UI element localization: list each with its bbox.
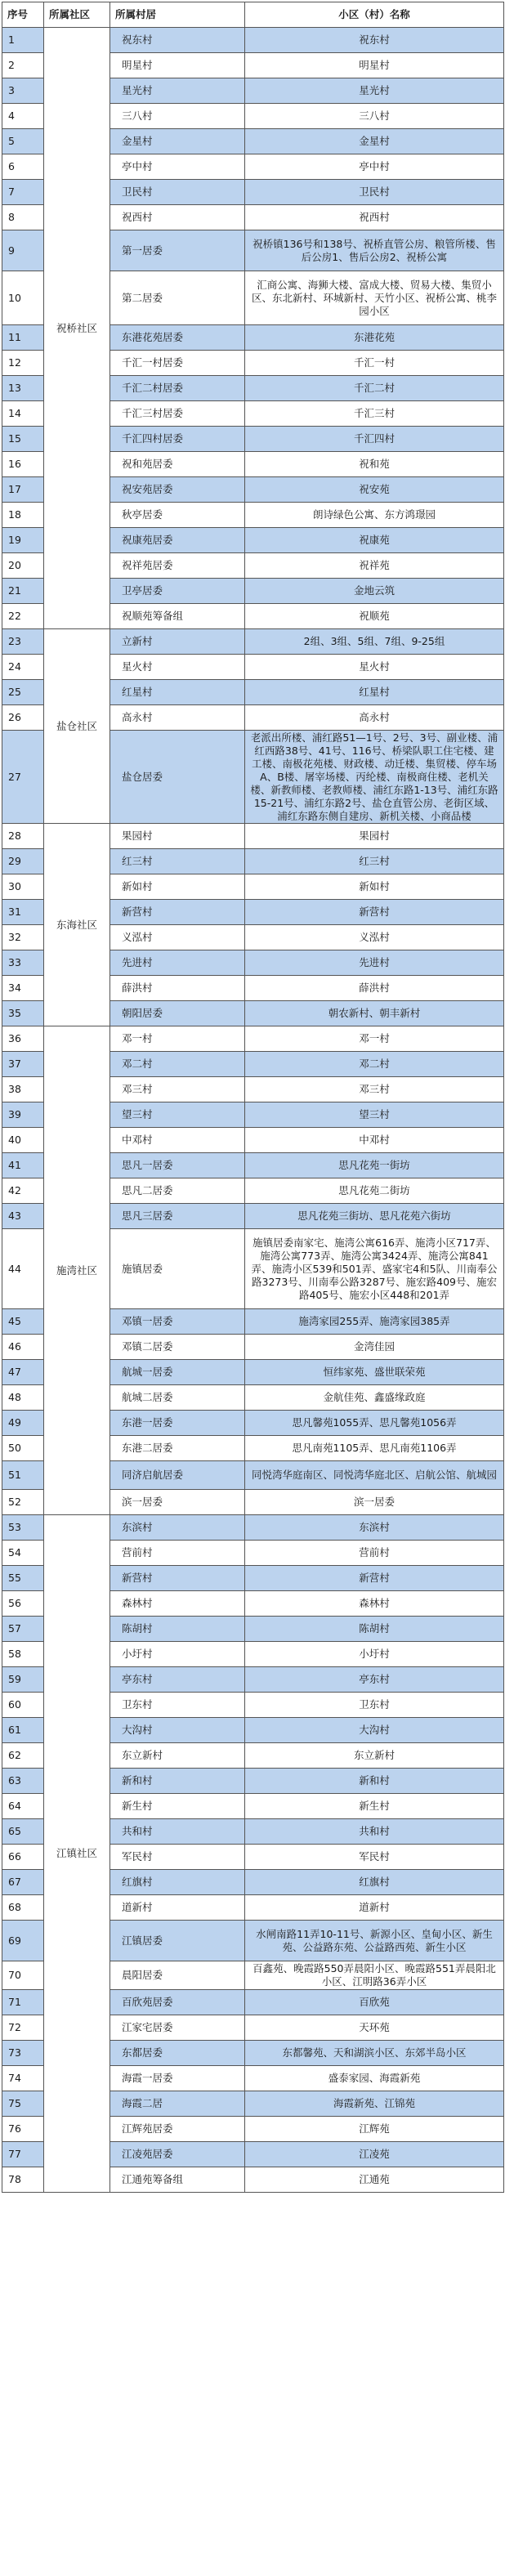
neighborhood-names: 祝东村 [245,28,504,53]
row-number: 62 [2,1743,44,1769]
row-number: 70 [2,1961,44,1990]
village-name: 祝祥苑居委 [110,553,245,579]
row-number: 60 [2,1693,44,1718]
village-name: 航城一居委 [110,1360,245,1385]
neighborhood-names: 卫东村 [245,1693,504,1718]
neighborhood-names: 中邓村 [245,1128,504,1153]
row-number: 45 [2,1309,44,1335]
village-name: 共和村 [110,1819,245,1845]
neighborhood-names: 老派出所楼、浦红路51—1号、2号、3号、副业楼、浦红西路38号、41号、116号、桥梁队职工住宅楼、建工楼、南极花苑楼、财政楼、动迁楼、集贸楼、停车场A、B楼、屠宰场楼、丙纶楼、南极商住楼、老机关楼、新教师楼、老教师楼、浦红东路1-13号、浦红东路15-21号、浦红东路2号、盐仓直管公房、老街区域、浦红东路东侧自建房、新机关楼、小商品楼 [245,731,504,824]
neighborhood-names: 金航佳苑、鑫盛缘政庭 [245,1385,504,1411]
row-number: 42 [2,1178,44,1204]
village-name: 盐仓居委 [110,731,245,824]
row-number: 49 [2,1411,44,1436]
neighborhood-names: 祝安苑 [245,477,504,503]
neighborhood-names: 2组、3组、5组、7组、9-25组 [245,629,504,655]
village-name: 邓镇一居委 [110,1309,245,1335]
community-name: 祝桥社区 [44,28,110,629]
village-name: 祝顺苑筹备组 [110,604,245,629]
neighborhood-names: 红旗村 [245,1870,504,1895]
village-name: 东港花苑居委 [110,325,245,351]
row-number: 33 [2,950,44,976]
neighborhood-names: 陈胡村 [245,1617,504,1642]
neighborhood-names: 同悦湾华庭南区、同悦湾华庭北区、启航公馆、航城园 [245,1461,504,1490]
row-number: 18 [2,503,44,528]
neighborhood-names: 祝和苑 [245,452,504,477]
row-number: 19 [2,528,44,553]
row-number: 53 [2,1515,44,1541]
row-number: 9 [2,230,44,271]
neighborhood-names: 祝桥镇136号和138号、祝桥直管公房、粮管所楼、售后公房1、售后公房2、祝桥公寓 [245,230,504,271]
row-number: 27 [2,731,44,824]
table-row [2,1515,504,1541]
neighborhood-names: 小圩村 [245,1642,504,1667]
row-number: 7 [2,180,44,205]
neighborhood-names: 海霞新苑、江锦苑 [245,2091,504,2117]
row-number: 1 [2,28,44,53]
neighborhood-names: 红星村 [245,680,504,705]
neighborhood-names: 江通苑 [245,2167,504,2193]
neighborhood-names: 邓一村 [245,1026,504,1052]
neighborhood-names: 祝顺苑 [245,604,504,629]
row-number: 38 [2,1077,44,1102]
neighborhood-names: 新营村 [245,900,504,925]
row-number: 25 [2,680,44,705]
neighborhood-names: 千汇三村 [245,401,504,427]
village-name: 星光村 [110,78,245,104]
row-number: 29 [2,849,44,874]
neighborhood-names: 先进村 [245,950,504,976]
row-number: 73 [2,2041,44,2066]
village-name: 滨一居委 [110,1490,245,1515]
header-row [2,2,504,28]
village-name: 卫东村 [110,1693,245,1718]
row-number: 11 [2,325,44,351]
row-number: 8 [2,205,44,230]
neighborhood-names: 明星村 [245,53,504,78]
village-name: 金星村 [110,129,245,154]
row-number: 71 [2,1990,44,2015]
village-name: 祝安苑居委 [110,477,245,503]
neighborhood-names: 恒纬家苑、盛世联荣苑 [245,1360,504,1385]
row-number: 67 [2,1870,44,1895]
neighborhood-names: 祝康苑 [245,528,504,553]
row-number: 46 [2,1335,44,1360]
row-number: 44 [2,1229,44,1309]
neighborhood-names: 望三村 [245,1102,504,1128]
village-name: 大沟村 [110,1718,245,1743]
community-name: 江镇社区 [44,1515,110,2193]
village-name: 军民村 [110,1845,245,1870]
village-name: 东立新村 [110,1743,245,1769]
row-number: 17 [2,477,44,503]
row-number: 12 [2,351,44,376]
village-name: 小圩村 [110,1642,245,1667]
neighborhood-names: 森林村 [245,1591,504,1617]
row-number: 24 [2,655,44,680]
neighborhood-names: 道新村 [245,1895,504,1921]
neighborhood-names: 汇商公寓、海狮大楼、富成大楼、贸易大楼、集贸小区、东北新村、环城新村、天竹小区、祝桥公寓、桃李园小区 [245,271,504,325]
village-name: 海霞一居委 [110,2066,245,2091]
neighborhood-names: 邓二村 [245,1052,504,1077]
row-number: 55 [2,1566,44,1591]
village-name: 邓三村 [110,1077,245,1102]
header-names: 小区（村）名称 [245,2,504,28]
neighborhood-names: 朗诗绿色公寓、东方鸿璟园 [245,503,504,528]
neighborhood-names: 东港花苑 [245,325,504,351]
table-body [2,28,504,2193]
neighborhood-names: 千汇四村 [245,427,504,452]
neighborhood-names: 金星村 [245,129,504,154]
neighborhood-names: 盛泰家园、海霞新苑 [245,2066,504,2091]
village-name: 江家宅居委 [110,2015,245,2041]
row-number: 64 [2,1794,44,1819]
village-name: 新如村 [110,874,245,900]
village-name: 高永村 [110,705,245,731]
village-name: 祝和苑居委 [110,452,245,477]
table-row [2,1026,504,1052]
village-name: 东滨村 [110,1515,245,1541]
neighborhood-names: 百欣苑 [245,1990,504,2015]
neighborhood-names: 思凡馨苑1055弄、思凡馨苑1056弄 [245,1411,504,1436]
neighborhood-names: 新和村 [245,1769,504,1794]
village-name: 森林村 [110,1591,245,1617]
village-name: 第二居委 [110,271,245,325]
row-number: 4 [2,104,44,129]
village-name: 江凌苑居委 [110,2142,245,2167]
village-name: 果园村 [110,824,245,849]
village-name: 晨阳居委 [110,1961,245,1990]
row-number: 5 [2,129,44,154]
neighborhood-names: 红三村 [245,849,504,874]
row-number: 75 [2,2091,44,2117]
neighborhood-names: 水闸南路11弄10-11号、新源小区、皇甸小区、新生苑、公益路东苑、公益路西苑、新生小区 [245,1921,504,1961]
village-name: 同济启航居委 [110,1461,245,1490]
village-name: 东都居委 [110,2041,245,2066]
row-number: 40 [2,1128,44,1153]
village-name: 千汇一村居委 [110,351,245,376]
neighborhood-names: 营前村 [245,1541,504,1566]
row-number: 2 [2,53,44,78]
village-name: 望三村 [110,1102,245,1128]
village-name: 薛洪村 [110,976,245,1001]
neighborhood-names: 金地云筑 [245,579,504,604]
row-number: 28 [2,824,44,849]
row-number: 14 [2,401,44,427]
row-number: 61 [2,1718,44,1743]
village-name: 新和村 [110,1769,245,1794]
row-number: 6 [2,154,44,180]
row-number: 66 [2,1845,44,1870]
row-number: 56 [2,1591,44,1617]
row-number: 31 [2,900,44,925]
header-community: 所属社区 [44,2,110,28]
community-name: 盐仓社区 [44,629,110,824]
neighborhood-names: 千汇一村 [245,351,504,376]
neighborhood-names: 百鑫苑、晚霞路550弄晨阳小区、晚霞路551弄晨阳北小区、江明路36弄小区 [245,1961,504,1990]
neighborhood-names: 星火村 [245,655,504,680]
neighborhood-names: 亭中村 [245,154,504,180]
village-name: 第一居委 [110,230,245,271]
neighborhood-names: 施镇居委南家宅、施湾公寓616弄、施湾小区717弄、施湾公寓773弄、施湾公寓3424弄、施湾公寓841弄、施湾小区539和501弄、盛家宅4和5队、川南奉公路3273号、川南奉公路3287号、施宏路409号、施宏路405号、施宏小区448和201弄 [245,1229,504,1309]
row-number: 35 [2,1001,44,1026]
row-number: 58 [2,1642,44,1667]
village-name: 千汇四村居委 [110,427,245,452]
row-number: 47 [2,1360,44,1385]
row-number: 30 [2,874,44,900]
row-number: 65 [2,1819,44,1845]
village-name: 邓一村 [110,1026,245,1052]
row-number: 54 [2,1541,44,1566]
row-number: 51 [2,1461,44,1490]
village-name: 东港二居委 [110,1436,245,1461]
row-number: 36 [2,1026,44,1052]
row-number: 41 [2,1153,44,1178]
neighborhood-names: 星光村 [245,78,504,104]
village-name: 航城二居委 [110,1385,245,1411]
row-number: 21 [2,579,44,604]
row-number: 15 [2,427,44,452]
village-name: 星火村 [110,655,245,680]
neighborhood-names: 思凡花苑三街坊、思凡花苑六街坊 [245,1204,504,1229]
neighborhood-names: 祝西村 [245,205,504,230]
village-name: 明星村 [110,53,245,78]
neighborhood-names: 邓三村 [245,1077,504,1102]
row-number: 69 [2,1921,44,1961]
header-no: 序号 [2,2,44,28]
table-row [2,28,504,53]
row-number: 72 [2,2015,44,2041]
village-name: 卫亭居委 [110,579,245,604]
community-name: 东海社区 [44,824,110,1026]
neighborhood-names: 东都馨苑、天和湖滨小区、东郊半岛小区 [245,2041,504,2066]
village-name: 千汇三村居委 [110,401,245,427]
neighborhood-names: 卫民村 [245,180,504,205]
row-number: 74 [2,2066,44,2091]
village-name: 亭东村 [110,1667,245,1693]
village-name: 祝东村 [110,28,245,53]
village-name: 邓二村 [110,1052,245,1077]
neighborhood-names: 天环苑 [245,2015,504,2041]
table-row [2,824,504,849]
neighborhood-names: 江辉苑 [245,2117,504,2142]
neighborhood-names: 新营村 [245,1566,504,1591]
village-name: 中邓村 [110,1128,245,1153]
row-number: 48 [2,1385,44,1411]
village-name: 三八村 [110,104,245,129]
neighborhood-names: 军民村 [245,1845,504,1870]
row-number: 68 [2,1895,44,1921]
table-row [2,629,504,655]
neighborhood-names: 薛洪村 [245,976,504,1001]
village-name: 道新村 [110,1895,245,1921]
village-name: 新生村 [110,1794,245,1819]
neighborhood-names: 祝祥苑 [245,553,504,579]
row-number: 34 [2,976,44,1001]
village-name: 江辉苑居委 [110,2117,245,2142]
village-name: 朝阳居委 [110,1001,245,1026]
village-name: 祝康苑居委 [110,528,245,553]
community-name: 施湾社区 [44,1026,110,1515]
row-number: 52 [2,1490,44,1515]
village-name: 亭中村 [110,154,245,180]
row-number: 37 [2,1052,44,1077]
village-name: 千汇二村居委 [110,376,245,401]
neighborhood-names: 东滨村 [245,1515,504,1541]
neighborhood-names: 滨一居委 [245,1490,504,1515]
village-name: 秋亭居委 [110,503,245,528]
village-name: 海霞二居 [110,2091,245,2117]
neighborhood-names: 新如村 [245,874,504,900]
row-number: 26 [2,705,44,731]
neighborhood-names: 思凡花苑二街坊 [245,1178,504,1204]
village-name: 卫民村 [110,180,245,205]
village-name: 邓镇二居委 [110,1335,245,1360]
village-name: 红旗村 [110,1870,245,1895]
row-number: 20 [2,553,44,579]
neighborhood-names: 思凡花苑一街坊 [245,1153,504,1178]
village-name: 陈胡村 [110,1617,245,1642]
row-number: 50 [2,1436,44,1461]
row-number: 77 [2,2142,44,2167]
row-number: 3 [2,78,44,104]
village-name: 先进村 [110,950,245,976]
row-number: 43 [2,1204,44,1229]
row-number: 10 [2,271,44,325]
village-name: 立新村 [110,629,245,655]
neighborhood-names: 施湾家园255弄、施湾家园385弄 [245,1309,504,1335]
row-number: 23 [2,629,44,655]
neighborhood-names: 朝农新村、朝丰新村 [245,1001,504,1026]
village-name: 祝西村 [110,205,245,230]
neighborhood-names: 三八村 [245,104,504,129]
row-number: 13 [2,376,44,401]
row-number: 59 [2,1667,44,1693]
neighborhood-names: 金湾佳园 [245,1335,504,1360]
neighborhood-names: 千汇二村 [245,376,504,401]
neighborhood-names: 新生村 [245,1794,504,1819]
village-name: 江镇居委 [110,1921,245,1961]
village-name: 施镇居委 [110,1229,245,1309]
village-name: 百欣苑居委 [110,1990,245,2015]
neighborhood-names: 高永村 [245,705,504,731]
header-village: 所属村居 [110,2,245,28]
neighborhood-names: 思凡南苑1105弄、思凡南苑1106弄 [245,1436,504,1461]
village-name: 思凡一居委 [110,1153,245,1178]
village-name: 新营村 [110,900,245,925]
village-name: 思凡二居委 [110,1178,245,1204]
row-number: 39 [2,1102,44,1128]
neighborhood-names: 大沟村 [245,1718,504,1743]
village-name: 红星村 [110,680,245,705]
community-table [2,2,504,2193]
row-number: 76 [2,2117,44,2142]
village-name: 江通苑筹备组 [110,2167,245,2193]
neighborhood-names: 江凌苑 [245,2142,504,2167]
village-name: 东港一居委 [110,1411,245,1436]
village-name: 义泓村 [110,925,245,950]
neighborhood-names: 义泓村 [245,925,504,950]
village-name: 新营村 [110,1566,245,1591]
row-number: 32 [2,925,44,950]
row-number: 22 [2,604,44,629]
village-name: 营前村 [110,1541,245,1566]
neighborhood-names: 共和村 [245,1819,504,1845]
row-number: 78 [2,2167,44,2193]
neighborhood-names: 东立新村 [245,1743,504,1769]
row-number: 57 [2,1617,44,1642]
neighborhood-names: 亭东村 [245,1667,504,1693]
neighborhood-names: 果园村 [245,824,504,849]
row-number: 63 [2,1769,44,1794]
row-number: 16 [2,452,44,477]
village-name: 红三村 [110,849,245,874]
village-name: 思凡三居委 [110,1204,245,1229]
